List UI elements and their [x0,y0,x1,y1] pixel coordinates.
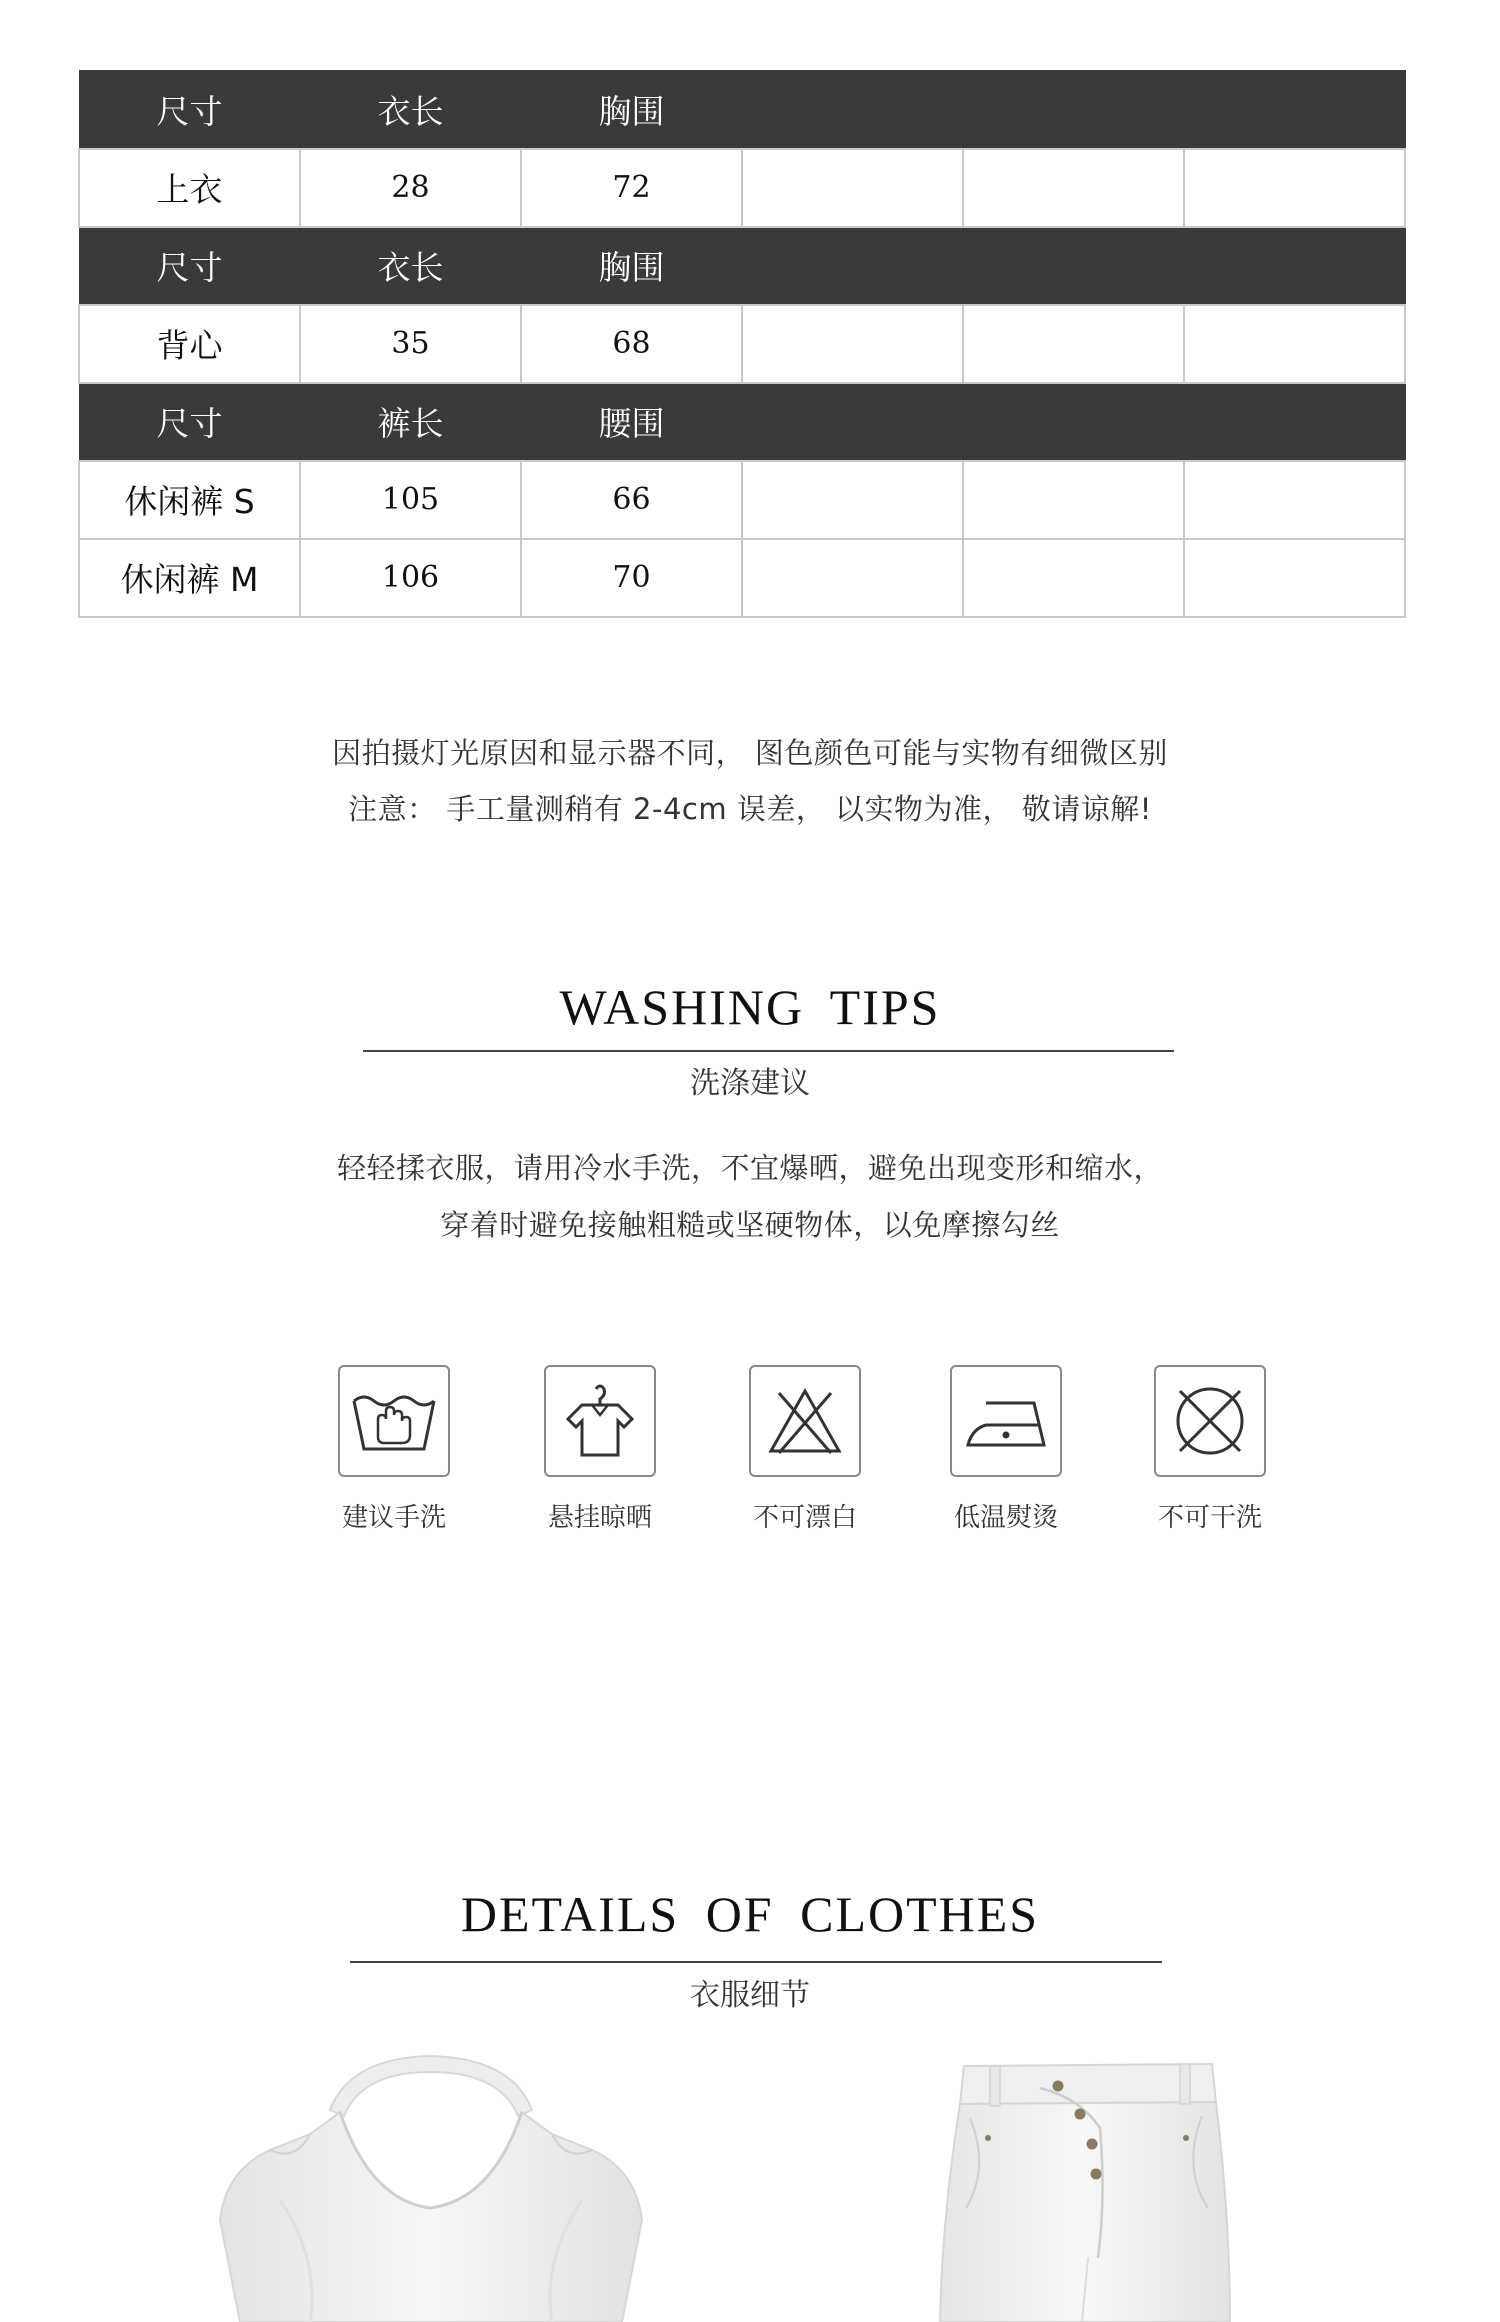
header-cell [742,227,963,305]
header-cell: 衣长 [300,71,521,149]
washing-instructions-line1: 轻轻揉衣服，请用冷水手洗，不宜爆晒，避免出现变形和缩水， [336,1151,1163,1185]
row-label: 背心 [79,305,300,383]
row-value: 70 [521,539,742,617]
care-item-no-bleach [743,1365,867,1534]
measurement-note: 注意： 手工量测稍有 2-4cm 误差， 以实物为准， 敬请谅解! [348,792,1152,826]
care-label: 建议手洗 [341,1503,446,1533]
washing-tips-subtitle: 洗涤建议 [690,1066,810,1101]
header-cell: 裤长 [300,383,521,461]
empty-cell [742,539,963,617]
details-title: DETAILS OF CLOTHES [460,1886,1040,1942]
header-cell [742,71,963,149]
empty-cell [1184,461,1405,539]
empty-cell [742,461,963,539]
halter-top-image [200,2050,660,2322]
table-row [79,149,1405,227]
table-row [79,461,1405,539]
empty-cell [742,305,963,383]
table-header-row [79,383,1405,461]
empty-cell [1184,539,1405,617]
row-value: 106 [300,539,521,617]
header-cell: 尺寸 [79,227,300,305]
details-title-rule [350,1961,1162,1963]
header-cell: 腰围 [521,383,742,461]
empty-cell [1184,149,1405,227]
header-cell [963,383,1184,461]
header-cell: 衣长 [300,227,521,305]
trousers-image [930,2058,1240,2322]
header-cell: 尺寸 [79,383,300,461]
care-item-no-dry-clean [1148,1365,1272,1534]
care-item-low-iron [944,1365,1068,1534]
header-cell: 尺寸 [79,71,300,149]
empty-cell [963,305,1184,383]
header-cell [963,71,1184,149]
care-item-hand-wash [332,1365,456,1534]
header-cell [1184,227,1405,305]
table-header-row [79,227,1405,305]
row-value: 72 [521,149,742,227]
row-label: 上衣 [79,149,300,227]
size-table [78,70,1406,618]
row-value: 35 [300,305,521,383]
row-label: 休闲裤 S [79,461,300,539]
table-row [79,305,1405,383]
details-subtitle: 衣服细节 [690,1978,810,2013]
row-value: 66 [521,461,742,539]
no-bleach-icon [749,1365,861,1477]
care-item-hang-dry [538,1365,662,1534]
row-label: 休闲裤 M [79,539,300,617]
low-iron-icon [950,1365,1062,1477]
table-row [79,539,1405,617]
care-label: 悬挂晾晒 [547,1503,652,1533]
washing-instructions-line2: 穿着时避免接触粗糙或坚硬物体，以免摩擦勾丝 [440,1208,1060,1242]
header-cell [1184,71,1405,149]
washing-title-rule [363,1050,1174,1052]
washing-tips-title: WASHING TIPS [559,979,941,1035]
empty-cell [742,149,963,227]
row-value: 28 [300,149,521,227]
hand-wash-icon [338,1365,450,1477]
care-label: 不可干洗 [1157,1503,1262,1533]
care-label: 低温熨烫 [953,1503,1058,1533]
care-label: 不可漂白 [752,1503,857,1533]
header-cell: 胸围 [521,227,742,305]
hang-dry-icon [544,1365,656,1477]
row-value: 105 [300,461,521,539]
empty-cell [963,149,1184,227]
color-disclaimer: 因拍摄灯光原因和显示器不同， 图色颜色可能与实物有细微区别 [332,736,1168,770]
header-cell [742,383,963,461]
table-header-row [79,71,1405,149]
header-cell [1184,383,1405,461]
empty-cell [963,461,1184,539]
header-cell: 胸围 [521,71,742,149]
row-value: 68 [521,305,742,383]
no-dry-clean-icon [1154,1365,1266,1477]
header-cell [963,227,1184,305]
empty-cell [1184,305,1405,383]
empty-cell [963,539,1184,617]
